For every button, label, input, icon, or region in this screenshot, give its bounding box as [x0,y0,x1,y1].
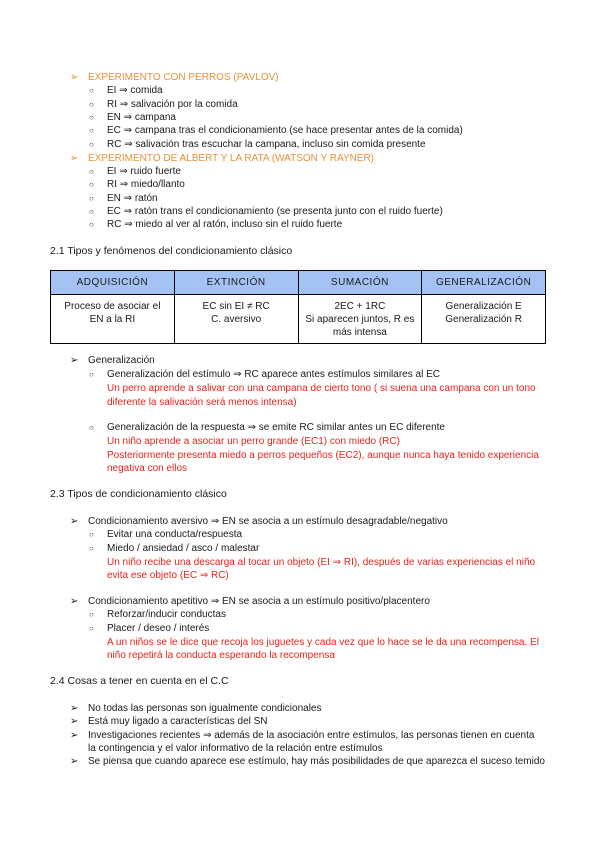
example-text: Un niño recibe una descarga al tocar un objeto (EI ⇒ RI), después de varias experiencias el niño [107,557,536,568]
cell-line: más intensa [332,327,387,338]
cell-line: Proceso de asociar el [64,301,161,312]
cell-line: EN a la RI [89,314,136,325]
circle-bullet-icon: ○ [89,126,94,135]
arrow-bullet-icon: ➢ [70,756,79,767]
example-text: niño repetirá la conducta esperando la recompensa [107,650,335,661]
cell-line: C. aversivo [211,314,262,325]
example-text: Un perro aprende a salivar con una campana de cierto tono ( si suena una campana con un tono [107,383,536,394]
arrow-bullet-icon: ➢ [70,596,79,607]
example-text: Posteriormente presenta miedo a perros pequeños (EC2), aunque nunca haya tenido experiencia [107,450,539,461]
circle-bullet-icon: ○ [89,194,94,203]
example-text: negativa con ellos [107,463,188,474]
circle-bullet-icon: ○ [89,624,94,633]
list-item: RC ⇒ miedo al ver al ratón, incluso sin el ruido fuerte [107,219,343,230]
list-item: RC ⇒ salivación tras escuchar la campana, incluso sin comida presente [107,139,426,150]
example-text: diferente la salivación será menos intensa) [107,397,297,408]
circle-bullet-icon: ○ [89,423,94,432]
arrow-bullet-icon: ➢ [70,516,79,527]
table-header: GENERALIZACIÓN [422,271,546,295]
list-item: Generalización de la respuesta ⇒ se emite RC similar antes un EC diferente [107,422,445,433]
circle-bullet-icon: ○ [89,610,94,619]
circle-bullet-icon: ○ [89,167,94,176]
circle-bullet-icon: ○ [89,113,94,122]
list-item: RI ⇒ miedo/llanto [107,179,185,190]
tipos-table [50,270,546,344]
cell-line: Generalización R [445,314,522,325]
list-item: Investigaciones recientes ⇒ además de la asociación entre estímulos, las personas tienen en cuenta [88,730,535,741]
arrow-bullet-icon: ➢ [70,72,79,83]
arrow-bullet-icon: ➢ [70,703,79,714]
cell-line: Generalización E [445,301,522,312]
aversivo-title: Condicionamiento aversivo ⇒ EN se asocia a un estímulo desagradable/negativo [88,516,448,527]
list-item: RI ⇒ salivación por la comida [107,99,238,110]
table-cell [174,295,298,344]
list-item: Generalización del estímulo ⇒ RC aparece antes estímulos similares al EC [107,369,440,380]
list-item: EN ⇒ ratón [107,193,158,204]
list-item: EN ⇒ campana [107,112,176,123]
circle-bullet-icon: ○ [89,140,94,149]
circle-bullet-icon: ○ [89,220,94,229]
list-item: No todas las personas son igualmente condicionales [88,703,322,714]
list-item: Está muy ligado a características del SN [88,716,268,727]
circle-bullet-icon: ○ [89,180,94,189]
albert-title: EXPERIMENTO DE ALBERT Y LA RATA (WATSON Y RAYNER) [88,153,375,164]
apetitivo-title: Condicionamiento apetitivo ⇒ EN se asocia a un estímulo positivo/placentero [88,596,430,607]
section-heading: 2.4 Cosas a tener en cuenta en el C.C [50,675,229,687]
list-item: Reforzar/inducir conductas [107,609,226,620]
table-header: EXTINCIÓN [174,271,298,295]
table-cell [298,295,422,344]
circle-bullet-icon: ○ [89,100,94,109]
pavlov-title: EXPERIMENTO CON PERROS (PAVLOV) [88,72,279,83]
section-heading: 2.3 Tipos de condicionamiento clásico [50,488,227,500]
cell-line: EC sin EI ≠ RC [202,301,270,312]
cell-line: 2EC + 1RC [334,301,386,312]
arrow-bullet-icon: ➢ [70,355,79,366]
arrow-bullet-icon: ➢ [70,716,79,727]
circle-bullet-icon: ○ [89,530,94,539]
circle-bullet-icon: ○ [89,544,94,553]
section-heading: 2.1 Tipos y fenómenos del condicionamiento clásico [50,245,293,257]
list-item: EC ⇒ ratón trans el condicionamiento (se presenta junto con el ruido fuerte) [107,206,443,217]
cell-line: Si aparecen juntos, R es [305,314,415,325]
table-header: ADQUISICIÓN [51,271,175,295]
table-header: SUMACIÓN [298,271,422,295]
example-text: A un niños se le dice que recoja los juguetes y cada vez que lo hace se le da una recompensa. El [107,637,539,648]
arrow-bullet-icon: ➢ [70,153,79,164]
list-item: Evitar una conducta/respuesta [107,529,243,540]
example-text: Un niño aprende a asociar un perro grande (EC1) con miedo (RC) [107,436,400,447]
list-item: EI ⇒ ruido fuerte [107,166,181,177]
circle-bullet-icon: ○ [89,370,94,379]
table-cell [51,295,175,344]
list-item: EI ⇒ comida [107,85,163,96]
circle-bullet-icon: ○ [89,207,94,216]
list-item: Miedo / ansiedad / asco / malestar [107,543,260,554]
example-text: evita ese objeto (EC ⇒ RC) [107,570,229,581]
list-item: EC ⇒ campana tras el condicionamiento (se hace presentar antes de la comida) [107,125,463,136]
list-item: Placer / deseo / interés [107,623,210,634]
arrow-bullet-icon: ➢ [70,730,79,741]
list-item: Se piensa que cuando aparece ese estímulo, hay más posibilidades de que aparezca el suceso temido [88,756,545,767]
list-item: la contingencia y el valor informativo de la relación entre estímulos [88,743,383,754]
table-cell [422,295,546,344]
generalizacion-title: Generalización [88,355,155,366]
circle-bullet-icon: ○ [89,86,94,95]
